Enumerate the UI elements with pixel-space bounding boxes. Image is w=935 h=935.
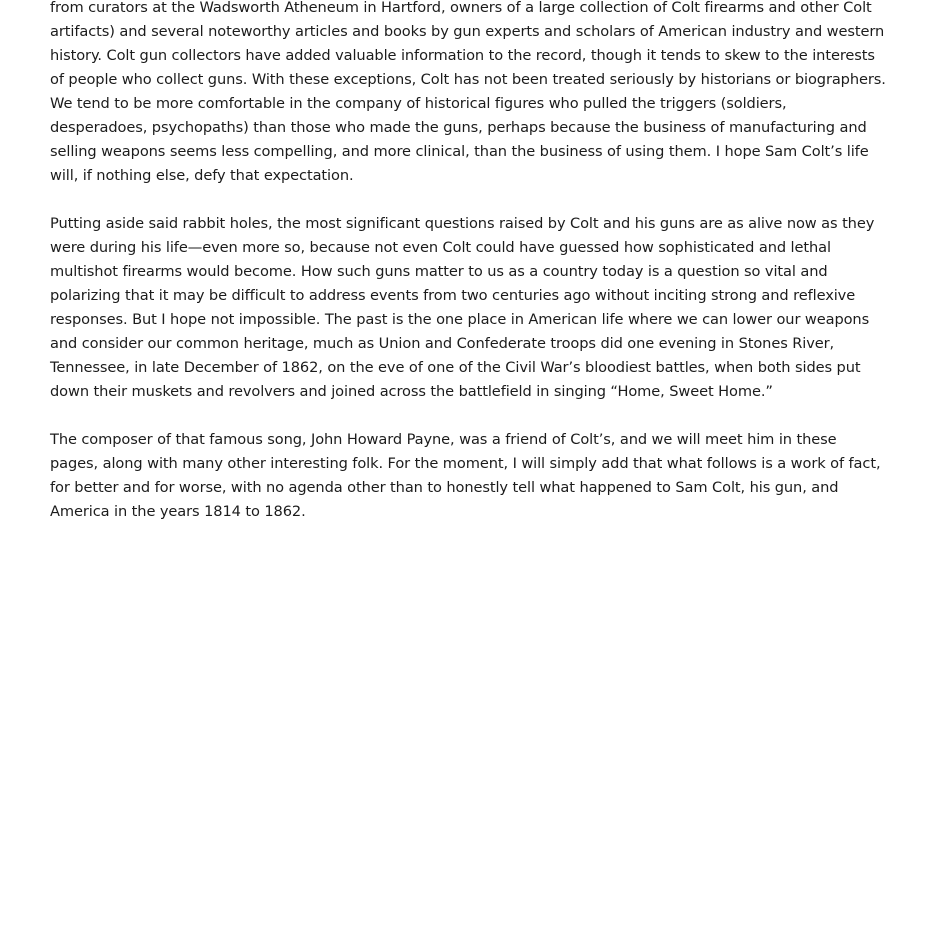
paragraph-composer-payne: The composer of that famous song, John Howard Payne, was a friend of Colt’s, and we will meet him in these pages, along with many other interesting folk. For the moment, I will simply add that what follows is a work of fact, for better and for worse, with no agenda other than to honestly tell what happened to Sam Colt, his gun, and America in the years 1814 to 1862. xyxy=(50,431,881,520)
book-page-content xyxy=(50,0,886,548)
paragraph-rabbit-holes: Putting aside said rabbit holes, the most significant questions raised by Colt and his guns are as alive now as they were during his life—even more so, because not even Colt could have guessed how sophisticated and lethal multishot firearms would become. How such guns matter to us as a country today is a question so vital and polarizing that it may be difficult to address events from two centuries ago without inciting strong and reflexive responses. But I hope not impossible. The past is the one place in American life where we can lower our weapons and consider our common heritage, much as Union and Confederate troops did one evening in Stones River, Tennessee, in late December of 1862, on the eve of one of the Civil War’s bloodiest battles, when both sides put down their muskets and revolvers and joined across the battlefield in singing “Home, Sweet Home.” xyxy=(50,215,875,400)
paragraph-curators-and-collectors: from curators at the Wadsworth Atheneum in Hartford, owners of a large collection of Colt firearms and other Colt artifacts) and several noteworthy articles and books by gun experts and scholars of American industry and western history. Colt gun collectors have added valuable information to the record, though it tends to skew to the interests of people who collect guns. With these exceptions, Colt has not been treated seriously by historians or biographers. We tend to be more comfortable in the company of historical figures who pulled the triggers (soldiers, desperadoes, psychopaths) than those who made the guns, perhaps because the business of manufacturing and selling weapons seems less compelling, and more clinical, than the business of using them. I hope Sam Colt’s life will, if nothing else, defy that expectation. xyxy=(50,0,886,184)
